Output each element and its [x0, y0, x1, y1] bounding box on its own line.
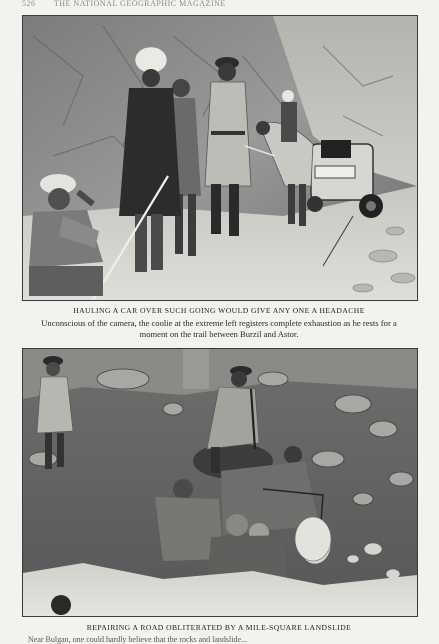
figure-1-caption-title: HAULING A CAR OVER SUCH GOING WOULD GIVE ANY ONE A HEADACHE: [73, 306, 365, 315]
running-title: THE NATIONAL GEOGRAPHIC MAGAZINE: [53, 0, 226, 8]
figure-1-caption-body: Unconscious of the camera, the coolie at the extreme left registers complete exhaustion as he rests for a moment on the trail between Burzil and Astor.: [41, 318, 397, 339]
figure-2-caption-body: Near Bulgan, one could hardly believe that the rocks and landslide...: [28, 635, 248, 644]
photo-road-repair-image: [23, 349, 417, 616]
figure-2-caption-title: REPAIRING A ROAD OBLITERATED BY A MILE-SQUARE LANDSLIDE: [86, 623, 352, 632]
photo-hauling-car-image: [23, 16, 417, 300]
page-number: 526: [22, 0, 36, 8]
photo-road-repair: [22, 348, 418, 617]
page-header: [22, 0, 422, 9]
photo-hauling-car: [22, 15, 418, 301]
